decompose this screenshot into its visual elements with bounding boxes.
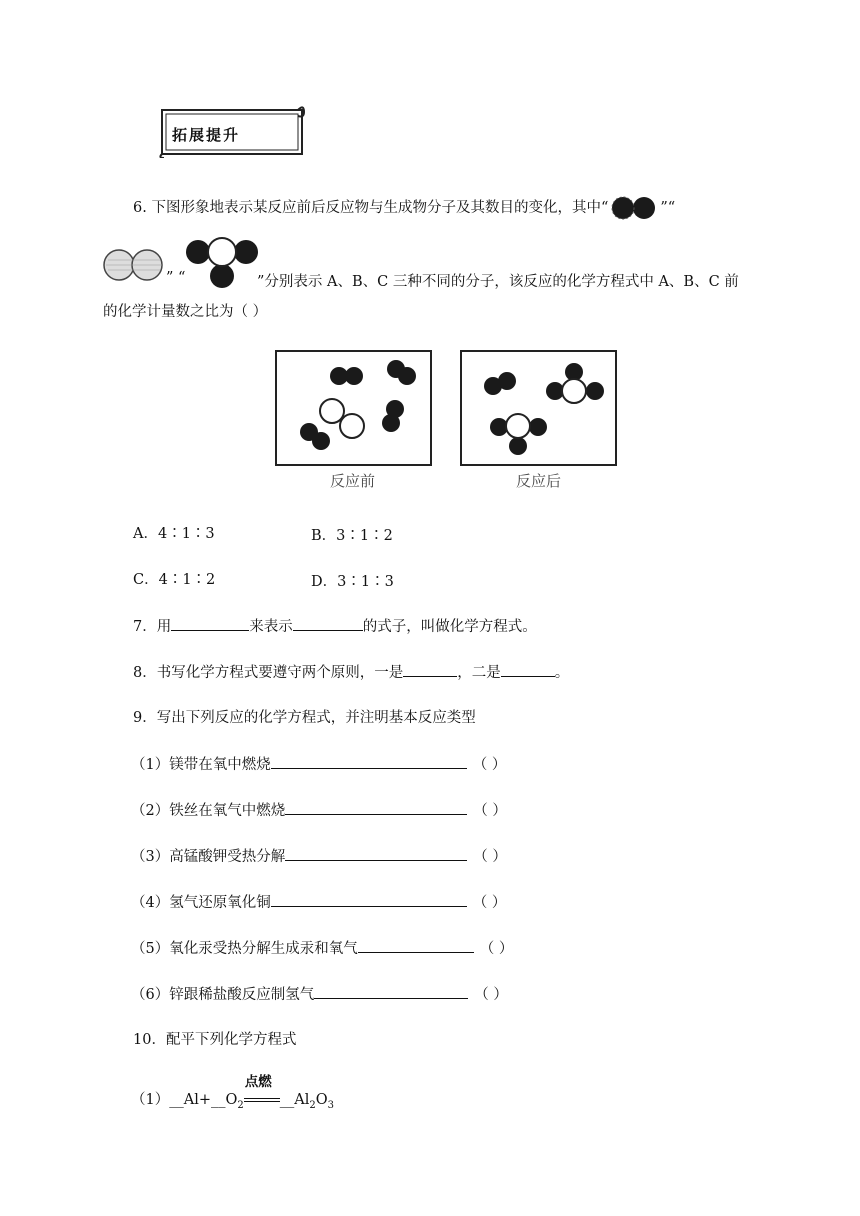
q6-text-2: ”“ — [660, 200, 676, 216]
q10-item-1 — [131, 1074, 335, 1116]
q7-text-c: 的式子，叫做化学方程式。 — [362, 619, 537, 635]
q9-item-4 — [131, 892, 506, 913]
option-b[interactable]: B．3∶1∶2 — [311, 528, 393, 544]
reaction-before-molecules — [277, 352, 430, 464]
q9-item-5-label: （5）氧化汞受热分解生成汞和氧气 — [131, 941, 358, 957]
q9-item-6 — [131, 984, 508, 1005]
q10-o-text: O — [225, 1092, 238, 1108]
q9-item-2-label: （2）铁丝在氧气中燃烧 — [131, 803, 286, 819]
q9-item-5-blank[interactable] — [358, 938, 474, 953]
q10-al2-text: Al — [294, 1092, 310, 1108]
q8-text-a: 8．书写化学方程式要遵守两个原则，一是 — [133, 665, 404, 681]
caption-before: 反应前 — [330, 472, 376, 490]
molecule-a-icon — [608, 196, 660, 220]
q6-text-3: ” “ — [166, 270, 186, 286]
q8-blank-2[interactable] — [501, 662, 555, 677]
q9-item-1 — [131, 754, 506, 775]
q9-item-3 — [131, 846, 507, 867]
q9-item-4-label: （4）氢气还原氧化铜 — [131, 895, 271, 911]
q6-text-5: 的化学计量数之比为（ ） — [103, 304, 268, 320]
q9-item-6-label: （6）锌跟稀盐酸反应制氢气 — [131, 987, 315, 1003]
q10-o2-text: O — [315, 1092, 328, 1108]
q9-item-5 — [131, 938, 513, 959]
q8-text-c: 。 — [554, 665, 570, 681]
q10-blank-1[interactable]: __ — [169, 1092, 184, 1108]
reaction-after-molecules — [462, 352, 615, 464]
q7-blank-1[interactable] — [171, 616, 249, 631]
option-d[interactable]: D．3∶1∶3 — [311, 574, 394, 590]
q8-line — [133, 662, 569, 683]
option-a[interactable]: A．4∶1∶3 — [133, 526, 215, 542]
reaction-before-box — [275, 350, 432, 466]
q10-o3-subscript: 3 — [327, 1099, 335, 1111]
q10-al-subscript: 2 — [309, 1099, 316, 1111]
q7-text-b: 来表示 — [249, 619, 293, 635]
q9-item-2-paren[interactable]: （ ） — [473, 803, 507, 819]
q7-text-a: 7．用 — [133, 619, 172, 635]
q6-text-4: ”分别表示 A、B、C 三种不同的分子，该反应的化学方程式中 A、B、C 前 — [257, 274, 739, 290]
q9-item-3-label: （3）高锰酸钾受热分解 — [131, 849, 286, 865]
reaction-arrow — [244, 1074, 280, 1104]
q10-o-subscript: 2 — [237, 1099, 244, 1111]
reaction-condition: 点燃 — [244, 1074, 272, 1090]
section-banner-title: 拓展提升 — [172, 126, 241, 144]
q7-line — [133, 616, 537, 637]
q9-item-1-paren[interactable]: （ ） — [472, 757, 507, 773]
q9-item-2 — [131, 800, 507, 821]
q9-title: 9．写出下列反应的化学方程式，并注明基本反应类型 — [133, 710, 476, 726]
q10-blank-3[interactable]: __ — [279, 1092, 295, 1108]
q9-item-3-paren[interactable]: （ ） — [473, 849, 507, 865]
q6-line-1 — [133, 196, 675, 220]
molecule-b-icon — [102, 248, 166, 282]
q10-title: 10．配平下列化学方程式 — [133, 1032, 297, 1048]
q10-blank-2[interactable]: __ — [211, 1092, 226, 1108]
option-c[interactable]: C．4∶1∶2 — [133, 572, 216, 588]
q9-item-1-label: （1）镁带在氧中燃烧 — [131, 757, 271, 773]
q9-item-3-blank[interactable] — [285, 846, 467, 861]
q9-item-4-blank[interactable] — [271, 892, 467, 907]
reaction-after-box — [460, 350, 617, 466]
q7-blank-2[interactable] — [293, 616, 363, 631]
q9-item-6-blank[interactable] — [314, 984, 468, 999]
q10-item-1-prefix: （1） — [131, 1092, 170, 1108]
q9-item-6-paren[interactable]: （ ） — [474, 987, 508, 1003]
q6-text-1: 6. 下图形象地表示某反应前后反应物与生成物分子及其数目的变化，其中“ — [133, 200, 609, 216]
q9-item-1-blank[interactable] — [271, 754, 467, 769]
caption-after: 反应后 — [516, 472, 562, 490]
q9-item-5-paren[interactable]: （ ） — [479, 941, 514, 957]
molecule-c-icon — [184, 236, 260, 290]
q8-text-b: ，二是 — [457, 665, 501, 681]
q8-blank-1[interactable] — [403, 662, 457, 677]
q9-item-4-paren[interactable]: （ ） — [472, 895, 507, 911]
q10-al-text: Al+ — [183, 1092, 211, 1108]
q9-item-2-blank[interactable] — [285, 800, 467, 815]
